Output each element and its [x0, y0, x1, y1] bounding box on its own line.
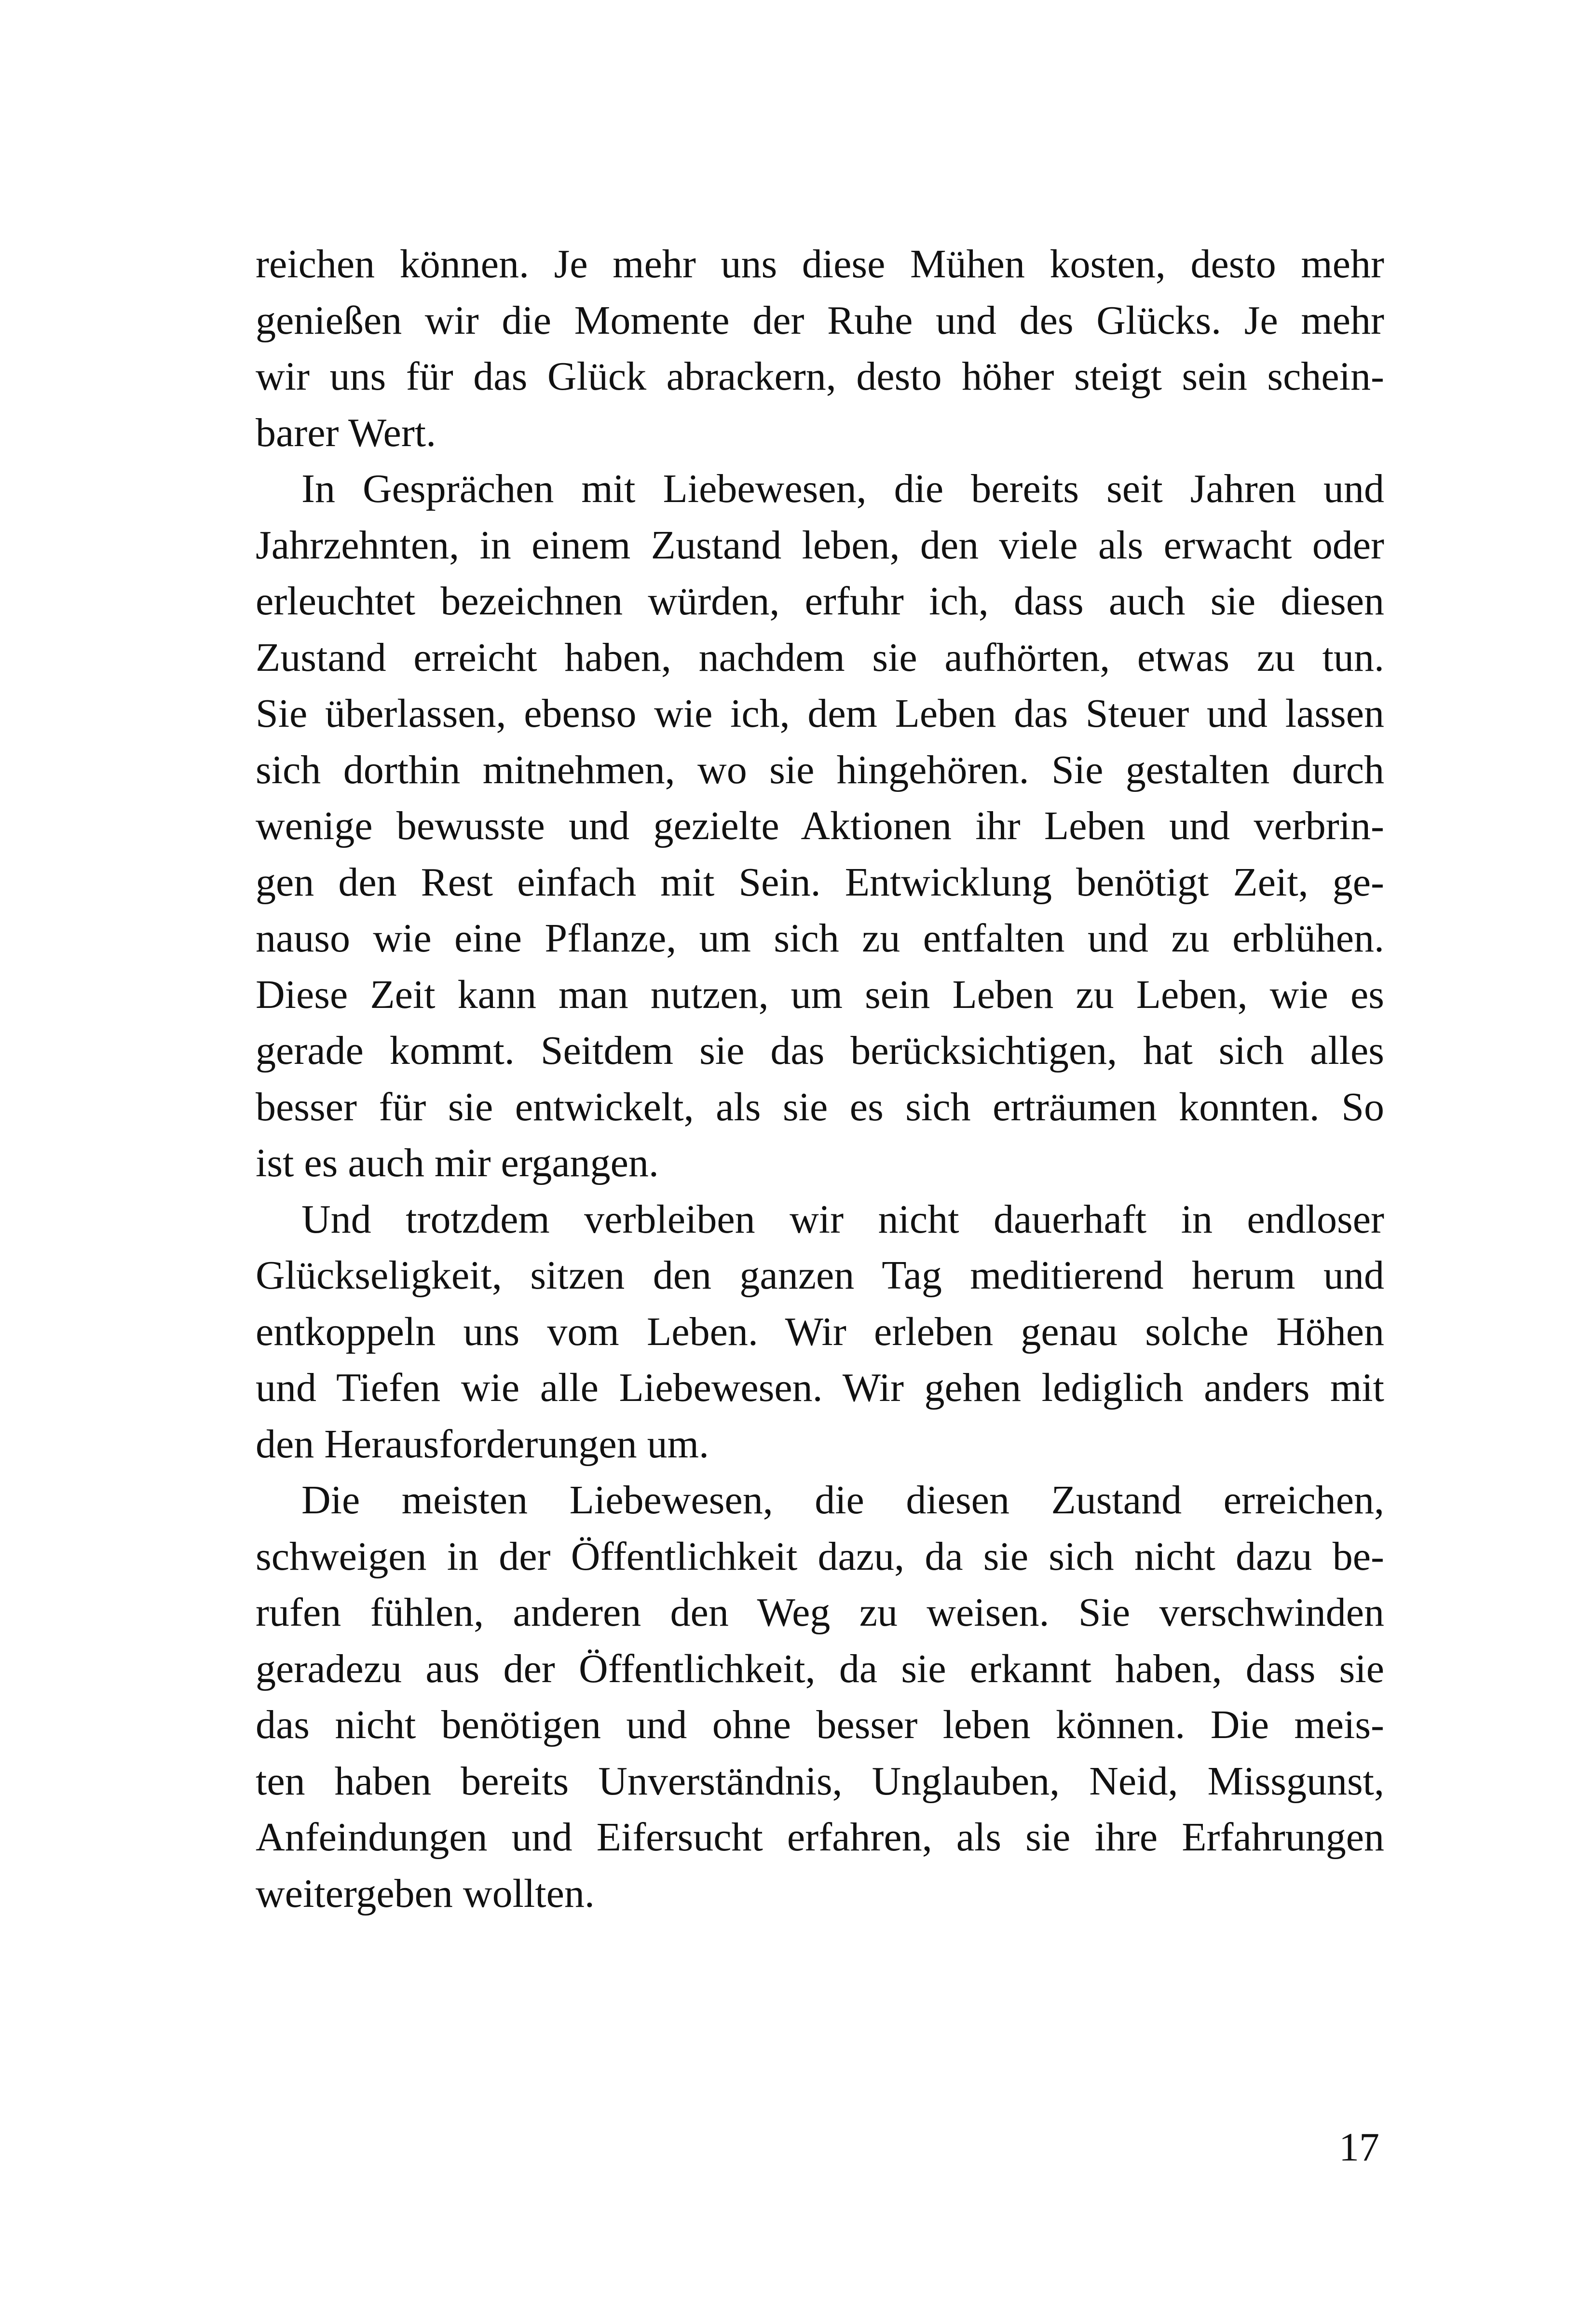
- text-line: schweigen in der Öffentlichkeit dazu, da sie sich nicht dazu be-: [256, 1534, 1384, 1579]
- text-line: wenige bewusste und gezielte Aktionen ihr Leben und verbrin-: [256, 803, 1384, 848]
- text-line: nauso wie eine Pflanze, um sich zu entfalten und zu erblühen.: [256, 916, 1384, 961]
- text-line: gerade kommt. Seitdem sie das berücksichtigen, hat sich alles: [256, 1028, 1384, 1073]
- text-line: Diese Zeit kann man nutzen, um sein Leben zu Leben, wie es: [256, 972, 1384, 1017]
- text-line: barer Wert.: [256, 410, 436, 455]
- text-line: den Herausforderungen um.: [256, 1421, 709, 1467]
- text-line: Jahrzehnten, in einem Zustand leben, den viele als erwacht oder: [256, 522, 1384, 568]
- text-line: Zustand erreicht haben, nachdem sie aufhörten, etwas zu tun.: [256, 635, 1384, 680]
- text-line: entkoppeln uns vom Leben. Wir erleben genau solche Höhen: [256, 1309, 1384, 1354]
- text-line: reichen können. Je mehr uns diese Mühen kosten, desto mehr: [256, 242, 1384, 286]
- text-line: weitergeben wollten.: [256, 1871, 595, 1916]
- text-line: rufen fühlen, anderen den Weg zu weisen. Sie verschwinden: [256, 1590, 1384, 1635]
- text-line: gen den Rest einfach mit Sein. Entwicklung benötigt Zeit, ge-: [256, 859, 1384, 905]
- paragraph-first-line: Und trotzdem verbleiben wir nicht dauerhaft in endloser: [301, 1196, 1384, 1242]
- text-line: wir uns für das Glück abrackern, desto höher steigt sein schein-: [256, 354, 1384, 399]
- text-line: Anfeindungen und Eifersucht erfahren, als sie ihre Erfahrungen: [256, 1815, 1384, 1860]
- text-line: Glückseligkeit, sitzen den ganzen Tag meditierend herum und: [256, 1253, 1384, 1298]
- text-line: genießen wir die Momente der Ruhe und des Glücks. Je mehr: [256, 298, 1384, 343]
- paragraph-first-line: In Gesprächen mit Liebewesen, die bereits seit Jahren und: [301, 466, 1384, 511]
- body-text: [256, 236, 1384, 1922]
- page-number: 17: [1339, 2125, 1379, 2170]
- text-line: ten haben bereits Unverständnis, Unglauben, Neid, Missgunst,: [256, 1758, 1384, 1804]
- text-line: besser für sie entwickelt, als sie es sich erträumen konnten. So: [256, 1084, 1384, 1129]
- text-line: geradezu aus der Öffentlichkeit, da sie erkannt haben, dass sie: [256, 1646, 1384, 1691]
- text-line: erleuchtet bezeichnen würden, erfuhr ich, dass auch sie diesen: [256, 579, 1384, 624]
- paragraph-first-line: Die meisten Liebewesen, die diesen Zustand erreichen,: [301, 1478, 1384, 1522]
- text-line: Sie überlassen, ebenso wie ich, dem Leben das Steuer und lassen: [256, 691, 1384, 736]
- text-line: das nicht benötigen und ohne besser leben können. Die meis-: [256, 1702, 1384, 1747]
- text-line: und Tiefen wie alle Liebewesen. Wir gehen lediglich anders mit: [256, 1365, 1384, 1410]
- text-line: sich dorthin mitnehmen, wo sie hingehören. Sie gestalten durch: [256, 747, 1384, 792]
- text-line: ist es auch mir ergangen.: [256, 1141, 659, 1185]
